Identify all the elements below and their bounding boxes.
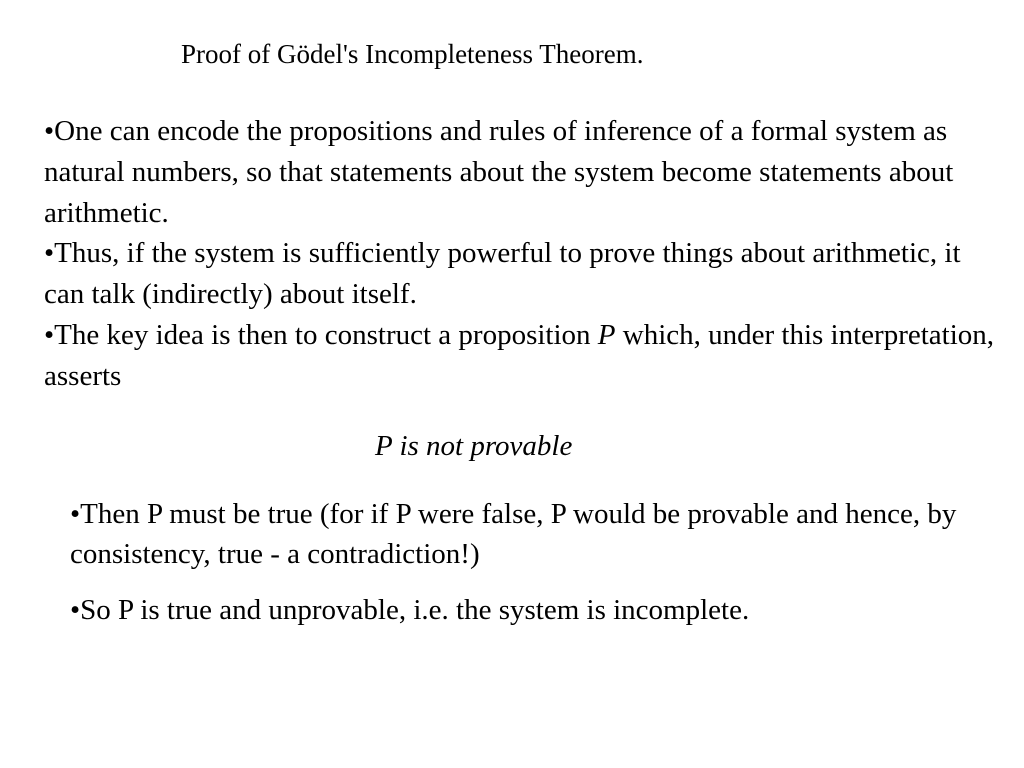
bullet-key-idea-text-start: •The key idea is then to construct a proposition <box>44 318 598 351</box>
bullet-key-idea-text-end: which, under this interpretation, asserts <box>44 318 995 392</box>
bullet-encoding: •One can encode the propositions and rules of inference of a formal system as natural numbers, so that statements about the system become statements about arithmetic. <box>44 115 954 229</box>
bullet-key-idea <box>44 315 1004 397</box>
bullet-p-true: •Then P must be true (for if P were false, P would be provable and hence, by consistency, true - a contradiction!) <box>70 498 957 570</box>
bullet-list-bottom <box>70 494 1000 630</box>
proposition-variable: P <box>597 318 616 351</box>
bullet-self-reference: •Thus, if the system is sufficiently powerful to prove things about arithmetic, it can talk (indirectly) about itself. <box>44 237 961 311</box>
bullet-list-top <box>44 111 1004 397</box>
key-statement: P is not provable <box>375 430 573 462</box>
bullet-conclusion: •So P is true and unprovable, i.e. the system is incomplete. <box>70 594 750 626</box>
slide-title: Proof of Gödel's Incompleteness Theorem. <box>181 39 644 69</box>
